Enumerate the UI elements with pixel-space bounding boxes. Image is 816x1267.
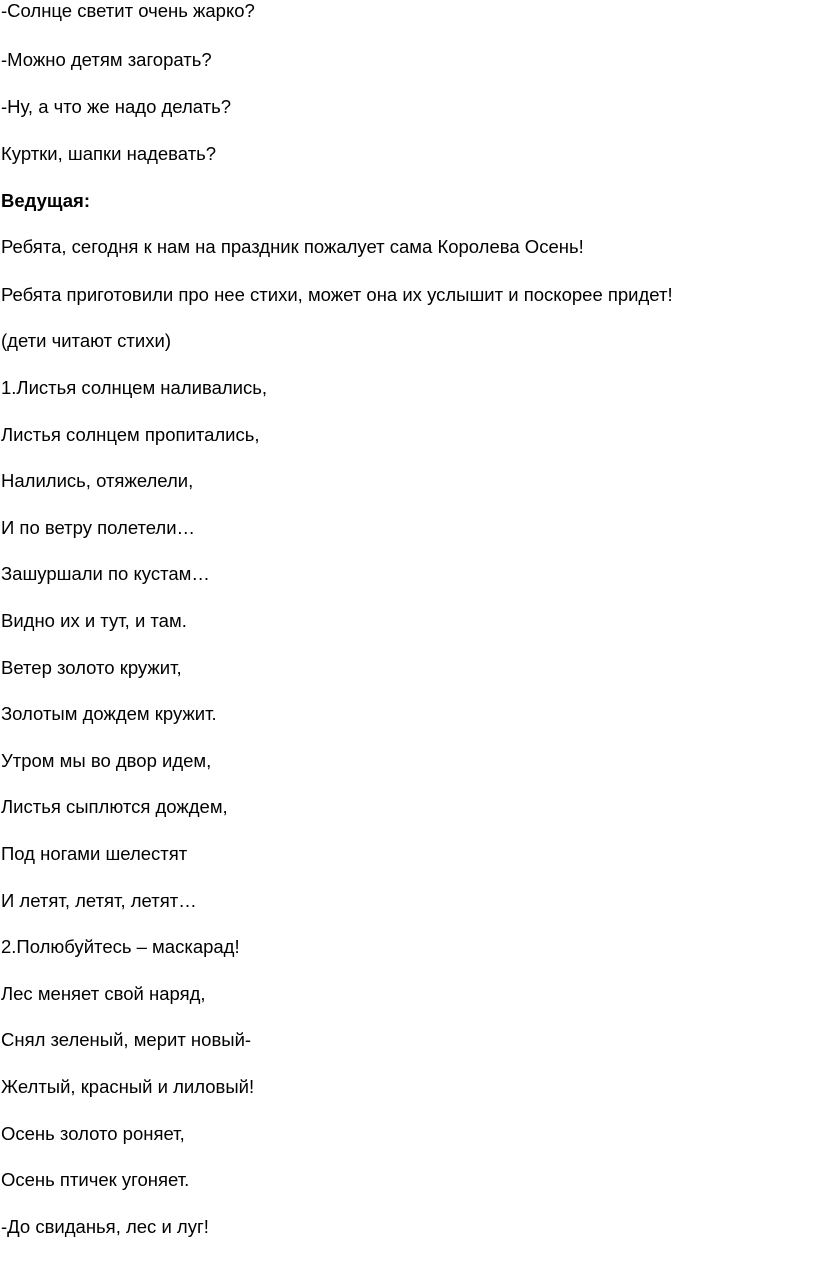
- poem-line: 2.Полюбуйтесь – маскарад!: [1, 936, 240, 957]
- poem-line: Налились, отяжелели,: [1, 470, 194, 491]
- poem-line: Осень птичек угоняет.: [1, 1169, 190, 1190]
- poem-line: Листья сыплются дождем,: [1, 796, 228, 817]
- poem-line: Лес меняет свой наряд,: [1, 983, 206, 1004]
- poem-line: 1.Листья солнцем наливались,: [1, 377, 268, 398]
- poem-line: Видно их и тут, и там.: [1, 610, 187, 631]
- dialogue-line: -Можно детям загорать?: [1, 49, 212, 70]
- stage-direction: (дети читают стихи): [1, 330, 171, 351]
- poem-line: Зашуршали по кустам…: [1, 563, 210, 584]
- poem-line: Снял зеленый, мерит новый-: [1, 1029, 252, 1050]
- poem-line: Ветер золото кружит,: [1, 657, 182, 678]
- poem-line: И летят, летят, летят…: [1, 890, 197, 911]
- text-line: Ребята, сегодня к нам на праздник пожалует сама Королева Осень!: [1, 236, 584, 257]
- speaker-heading: Ведущая:: [1, 190, 90, 211]
- poem-line: И по ветру полетели…: [1, 517, 196, 538]
- poem-line: Осень золото роняет,: [1, 1123, 185, 1144]
- poem-line: Под ногами шелестят: [1, 843, 188, 864]
- dialogue-line: -Солнце светит очень жарко?: [1, 0, 255, 21]
- poem-line: Желтый, красный и лиловый!: [1, 1076, 255, 1097]
- poem-line: -До свиданья, лес и луг!: [1, 1216, 209, 1237]
- poem-line: Утром мы во двор идем,: [1, 750, 212, 771]
- poem-line: Листья солнцем пропитались,: [1, 424, 260, 445]
- text-line: Куртки, шапки надевать?: [1, 143, 217, 164]
- poem-line: Золотым дождем кружит.: [1, 703, 217, 724]
- text-line: Ребята приготовили про нее стихи, может она их услышит и поскорее придет!: [1, 284, 673, 305]
- dialogue-line: -Ну, а что же надо делать?: [1, 96, 232, 117]
